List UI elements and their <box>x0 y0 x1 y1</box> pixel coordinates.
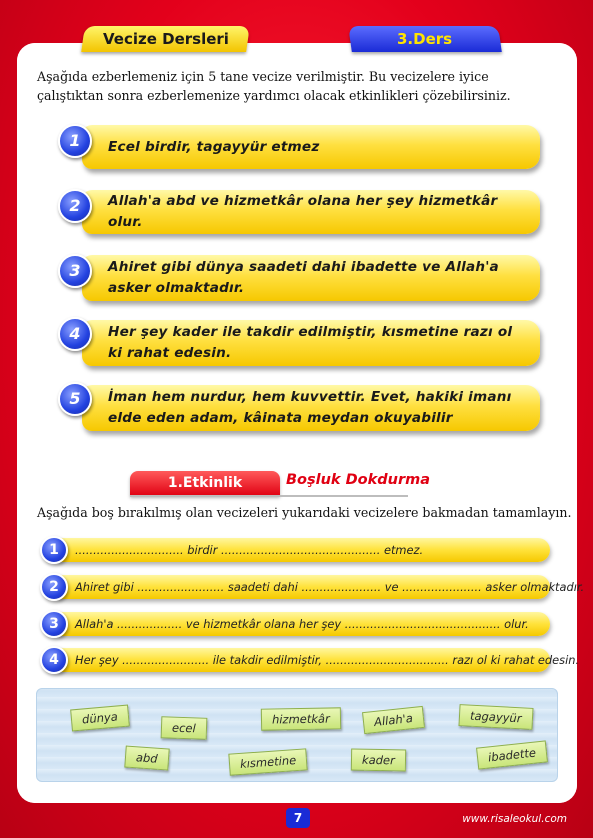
quote-number-2: 2 <box>58 189 92 223</box>
intro-text: Aşağıda ezberlemeniz için 5 tane vecize verilmiştir. Bu vecizelere iyice çalıştıktan sonra ezberlemenize yardımcı olacak etkinlikleri çözebilirsiniz. <box>37 69 511 103</box>
quote-3: Ahiret gibi dünya saadeti dahi ibadette ve Allah'a asker olmaktadır. <box>82 255 540 301</box>
series-tab: Vecize Dersleri <box>81 26 250 52</box>
word-card-kismetine[interactable]: kısmetine <box>228 748 308 775</box>
lesson-tab: 3.Ders <box>348 26 502 52</box>
page-number: 7 <box>286 808 310 828</box>
fill-number-2: 2 <box>40 573 68 601</box>
fill-row-1: .............................. birdir ............................................ etmez. <box>55 538 550 562</box>
fill-row-4: Her şey ........................ ile takdir edilmiştir, .................................. razı ol ki rahat edesin. <box>55 648 550 672</box>
website-link[interactable]: www.risaleokul.com <box>462 813 567 825</box>
quote-2: Allah'a abd ve hizmetkâr olana her şey hizmetkâr olur. <box>82 190 540 234</box>
quote-4: Her şey kader ile takdir edilmiştir, kısmetine razı ol ki rahat edesin. <box>82 320 540 366</box>
word-bank <box>36 688 558 782</box>
word-card-ibadette[interactable]: ibadette <box>476 740 548 769</box>
fill-number-3: 3 <box>40 610 68 638</box>
activity-tab: 1.Etkinlik <box>130 471 280 496</box>
word-card-tagayyur[interactable]: tagayyür <box>458 704 533 730</box>
word-card-kader[interactable]: kader <box>351 749 406 772</box>
fill-number-1: 1 <box>40 536 68 564</box>
word-card-hizmetkar[interactable]: hizmetkâr <box>261 707 341 730</box>
activity-instruction: Aşağıda boş bırakılmış olan vecizeleri yukarıdaki vecizelere bakmadan tamamlayın. <box>37 505 572 520</box>
quote-1: Ecel birdir, tagayyür etmez <box>82 125 540 169</box>
quote-number-4: 4 <box>58 317 92 351</box>
word-card-dunya[interactable]: dünya <box>70 705 129 732</box>
activity-divider <box>130 495 408 497</box>
fill-row-3: Allah'a .................. ve hizmetkâr olana her şey ........................................... olur. <box>55 612 550 636</box>
fill-row-2: Ahiret gibi ........................ saadeti dahi ...................... ve ...................... asker olmaktadır. <box>55 575 550 599</box>
quote-number-3: 3 <box>58 254 92 288</box>
quote-5: İman hem nurdur, hem kuvvettir. Evet, hakiki imanı elde eden adam, kâinata meydan okuyabilir <box>82 385 540 431</box>
word-card-abd[interactable]: abd <box>124 746 169 771</box>
word-card-ecel[interactable]: ecel <box>161 716 207 740</box>
quote-number-5: 5 <box>58 382 92 416</box>
fill-number-4: 4 <box>40 646 68 674</box>
word-card-allaha[interactable]: Allah'a <box>362 706 425 734</box>
activity-title: Boşluk Dokdurma <box>286 472 431 488</box>
quote-number-1: 1 <box>58 124 92 158</box>
